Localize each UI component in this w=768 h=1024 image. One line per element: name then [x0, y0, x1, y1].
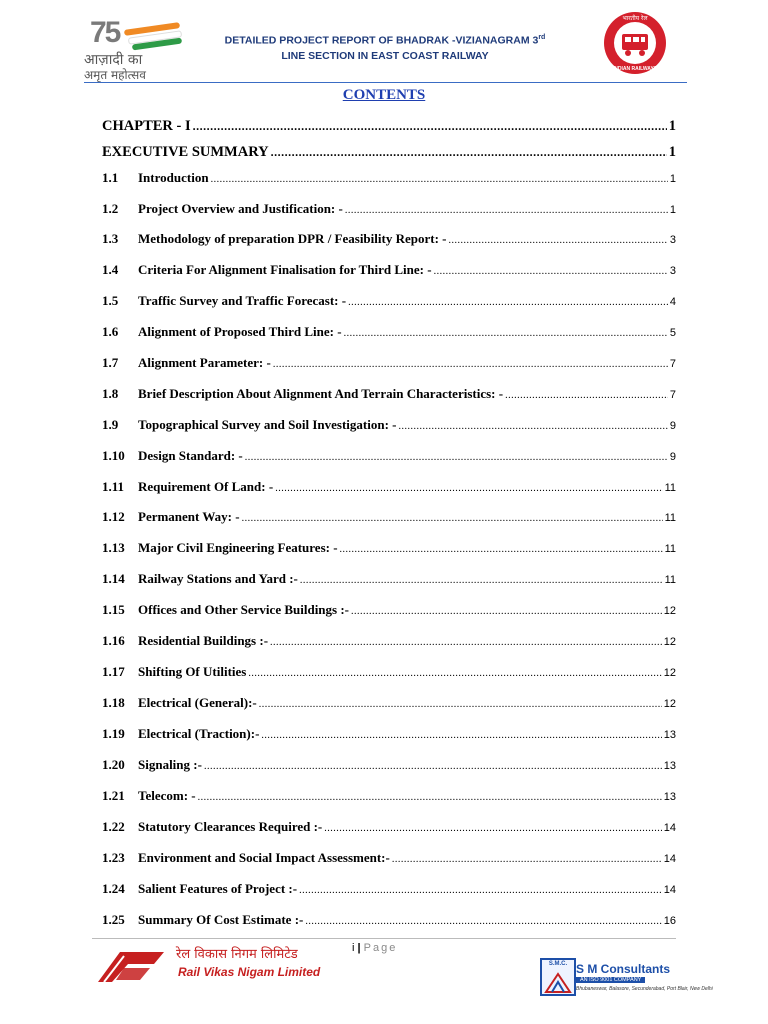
toc-entry-title: Environment and Social Impact Assessment:-: [138, 850, 390, 865]
toc-dot-leader: [245, 452, 668, 463]
toc-entry-number: 1.8: [102, 386, 119, 401]
page-number-value: i: [352, 942, 355, 954]
toc-entry-number: 1.4: [102, 262, 119, 277]
toc-entry-title: Criteria For Alignment Finalisation for Third Line: -: [138, 262, 432, 277]
smc-emblem-icon: [542, 968, 574, 994]
toc-entry-page: 12: [663, 636, 676, 648]
toc-entry-title: Traffic Survey and Traffic Forecast: -: [138, 293, 347, 308]
toc-dot-leader: [242, 513, 663, 524]
toc-entry[interactable]: [102, 850, 676, 866]
toc-entry[interactable]: [102, 695, 676, 711]
toc-entry-page: 7: [669, 358, 676, 370]
toc-entry-number: 1.12: [102, 509, 125, 524]
toc-entry-page: 14: [663, 822, 676, 834]
toc-dot-leader: [273, 359, 668, 370]
header-divider: [84, 82, 687, 83]
toc-entry-page: 14: [663, 884, 676, 896]
toc-entry-title: Salient Features of Project :-: [138, 881, 298, 896]
toc-entry-title: Summary Of Cost Estimate :-: [138, 912, 304, 927]
contents-heading: CONTENTS: [342, 87, 426, 103]
page-header: [0, 0, 768, 90]
indian-railways-logo: [602, 10, 668, 76]
toc-entry[interactable]: [102, 788, 676, 804]
toc-dot-leader: [448, 235, 667, 246]
toc-dot-leader: [392, 854, 662, 865]
toc-chapter-entry[interactable]: [102, 118, 676, 135]
logo-text-line1: आज़ादी का: [84, 52, 143, 68]
toc-chapter-entry[interactable]: [102, 144, 676, 161]
smc-emblem: [540, 958, 576, 996]
page-label: Page: [363, 942, 398, 954]
toc-entry[interactable]: [102, 201, 676, 217]
smc-locations: Bhubaneswar, Balasore, Secunderabad, Port Blair, New Delhi: [576, 986, 713, 992]
toc-entry-page: 12: [663, 605, 676, 617]
toc-dot-leader: [299, 885, 662, 896]
toc-dot-leader: [211, 174, 668, 185]
toc-entry-page: 1: [669, 173, 676, 185]
toc-entry-number: 1.20: [102, 757, 125, 772]
toc-entry-number: 1.15: [102, 602, 125, 617]
toc-entry[interactable]: [102, 726, 676, 742]
page-number: [352, 942, 397, 954]
toc-entry-page: 13: [663, 760, 676, 772]
toc-entry-page: 3: [669, 265, 676, 277]
toc-entry-title: Electrical (General):-: [138, 695, 257, 710]
toc-entry[interactable]: [102, 664, 676, 680]
toc-entry-title: Telecom: -: [138, 788, 196, 803]
toc-dot-leader: [270, 637, 662, 648]
toc-entry[interactable]: [102, 602, 676, 618]
toc-entry[interactable]: [102, 417, 676, 433]
toc-entry-title: Alignment of Proposed Third Line: -: [138, 324, 342, 339]
toc-entry-number: 1.23: [102, 850, 125, 865]
toc-entry-title: Statutory Clearances Required :-: [138, 819, 323, 834]
toc-dot-leader: [505, 390, 668, 401]
toc-entry-number: 1.14: [102, 571, 125, 586]
toc-entry[interactable]: [102, 231, 676, 247]
toc-entry-title: EXECUTIVE SUMMARY: [102, 144, 269, 160]
toc-entry-number: 1.19: [102, 726, 125, 741]
toc-entry-number: 1.3: [102, 231, 119, 246]
rvnl-name-english: Rail Vikas Nigam Limited: [178, 965, 321, 979]
toc-entry-number: 1.7: [102, 355, 119, 370]
toc-dot-leader: [305, 916, 661, 927]
toc-entry-page: 5: [669, 327, 676, 339]
toc-entry[interactable]: [102, 448, 676, 464]
toc-dot-leader: [271, 145, 667, 160]
toc-dot-leader: [351, 606, 662, 617]
toc-entry-title: CHAPTER - I: [102, 118, 191, 134]
toc-entry-page: 1: [669, 204, 676, 216]
toc-entry[interactable]: [102, 386, 676, 402]
toc-entry[interactable]: [102, 170, 676, 186]
toc-dot-leader: [198, 792, 662, 803]
toc-entry[interactable]: [102, 479, 676, 495]
toc-entry-page: 1: [668, 118, 676, 134]
toc-entry-title: Residential Buildings :-: [138, 633, 269, 648]
toc-entry-page: 16: [663, 915, 676, 927]
toc-entry-page: 11: [664, 512, 676, 524]
toc-entry-title: Shifting Of Utilities: [138, 664, 247, 679]
azadi-ka-amrit-mahotsav-logo: [84, 16, 202, 82]
toc-entry-number: 1.11: [102, 479, 125, 494]
logo-75-number: 75: [90, 16, 120, 49]
toc-dot-leader: [204, 761, 662, 772]
toc-entry-page: 12: [663, 698, 676, 710]
report-title: [200, 30, 570, 64]
toc-dot-leader: [348, 297, 668, 308]
toc-entry-title: Alignment Parameter: -: [138, 355, 271, 370]
logo-text-line2: अमृत महोत्सव: [84, 68, 146, 82]
rvnl-logo-mark: [94, 946, 168, 984]
report-title-line1: DETAILED PROJECT REPORT OF BHADRAK -VIZIANAGRAM 3: [224, 34, 539, 47]
smc-iso-badge: AN ISO 9001 COMPANY: [576, 977, 645, 983]
toc-entry-title: Requirement Of Land: -: [138, 479, 274, 494]
toc-entry-page: 1: [668, 144, 676, 160]
report-title-sup: rd: [538, 34, 546, 41]
toc-entry-page: 3: [669, 234, 676, 246]
toc-dot-leader: [193, 119, 667, 134]
toc-entry-title: Design Standard: -: [138, 448, 243, 463]
toc-entry-title: Signaling :-: [138, 757, 202, 772]
toc-entry-number: 1.25: [102, 912, 125, 927]
toc-entry-title: Brief Description About Alignment And Terrain Characteristics: -: [138, 386, 504, 401]
toc-entry-title: Electrical (Traction):-: [138, 726, 260, 741]
toc-entry-page: 11: [664, 543, 676, 555]
toc-entry-number: 1.9: [102, 417, 119, 432]
toc-entry-page: 12: [663, 667, 676, 679]
toc-entry[interactable]: [102, 633, 676, 649]
toc-entry-page: 11: [664, 574, 676, 586]
toc-entry[interactable]: [102, 324, 676, 340]
toc-dot-leader: [261, 730, 661, 741]
toc-entry-page: 4: [669, 296, 676, 308]
toc-entry-number: 1.18: [102, 695, 125, 710]
toc-dot-leader: [275, 483, 662, 494]
toc-entry[interactable]: [102, 355, 676, 371]
toc-entry-page: 14: [663, 853, 676, 865]
ir-logo-text-hindi: भारतीय रेल: [622, 15, 648, 22]
toc-entry-page: 11: [664, 482, 676, 494]
toc-entry-title: Methodology of preparation DPR / Feasibility Report: -: [138, 231, 447, 246]
toc-entry-title: Railway Stations and Yard :-: [138, 571, 298, 586]
toc-entry-title: Permanent Way: -: [138, 509, 240, 524]
toc-dot-leader: [398, 421, 667, 432]
rvnl-name-hindi: रेल विकास निगम लिमिटेड: [176, 947, 298, 962]
toc-entry-number: 1.17: [102, 664, 125, 679]
toc-dot-leader: [345, 205, 668, 216]
toc-entry-number: 1.21: [102, 788, 125, 803]
toc-entry-title: Project Overview and Justification: -: [138, 201, 343, 216]
toc-entry[interactable]: [102, 819, 676, 835]
toc-entry-number: 1.16: [102, 633, 125, 648]
toc-entry-page: 13: [663, 729, 676, 741]
smc-emblem-label: S.M.C.: [548, 961, 568, 967]
toc-entry[interactable]: [102, 509, 676, 525]
toc-dot-leader: [434, 266, 668, 277]
toc-entry-number: 1.10: [102, 448, 125, 463]
toc-entry-title: Major Civil Engineering Features: -: [138, 540, 338, 555]
toc-entry-title: Topographical Survey and Soil Investigation: -: [138, 417, 397, 432]
toc-entry[interactable]: [102, 571, 676, 587]
toc-entry[interactable]: [102, 881, 676, 897]
smc-name: S M Consultants: [576, 962, 671, 976]
page-number-separator: |: [357, 942, 361, 954]
toc-entry[interactable]: [102, 757, 676, 773]
toc-entry-number: 1.13: [102, 540, 125, 555]
toc-entry-page: 9: [669, 451, 676, 463]
toc-entry-title: Introduction: [138, 170, 209, 185]
report-title-line2: LINE SECTION IN EAST COAST RAILWAY: [281, 49, 489, 62]
toc-dot-leader: [324, 823, 661, 834]
toc-entry-number: 1.2: [102, 201, 119, 216]
toc-entry-title: Offices and Other Service Buildings :-: [138, 602, 350, 617]
toc-entry-number: 1.24: [102, 881, 125, 896]
toc-dot-leader: [344, 328, 668, 339]
toc-entry[interactable]: [102, 540, 676, 556]
toc-dot-leader: [248, 668, 661, 679]
toc-entry[interactable]: [102, 293, 676, 309]
toc-entry-number: 1.5: [102, 293, 119, 308]
toc-dot-leader: [340, 544, 663, 555]
toc-entry-page: 9: [669, 420, 676, 432]
toc-entry-page: 7: [669, 389, 676, 401]
sm-consultants-logo: [540, 958, 713, 998]
ir-logo-text-english: INDIAN RAILWAYS: [612, 66, 658, 72]
toc-entry-number: 1.1: [102, 170, 119, 185]
toc-dot-leader: [259, 699, 662, 710]
toc-entry-page: 13: [663, 791, 676, 803]
toc-entry[interactable]: [102, 262, 676, 278]
toc-entry-number: 1.22: [102, 819, 125, 834]
toc-dot-leader: [300, 575, 663, 586]
footer-divider: [92, 938, 676, 939]
toc-entry-number: 1.6: [102, 324, 119, 339]
toc-entry[interactable]: [102, 912, 676, 928]
